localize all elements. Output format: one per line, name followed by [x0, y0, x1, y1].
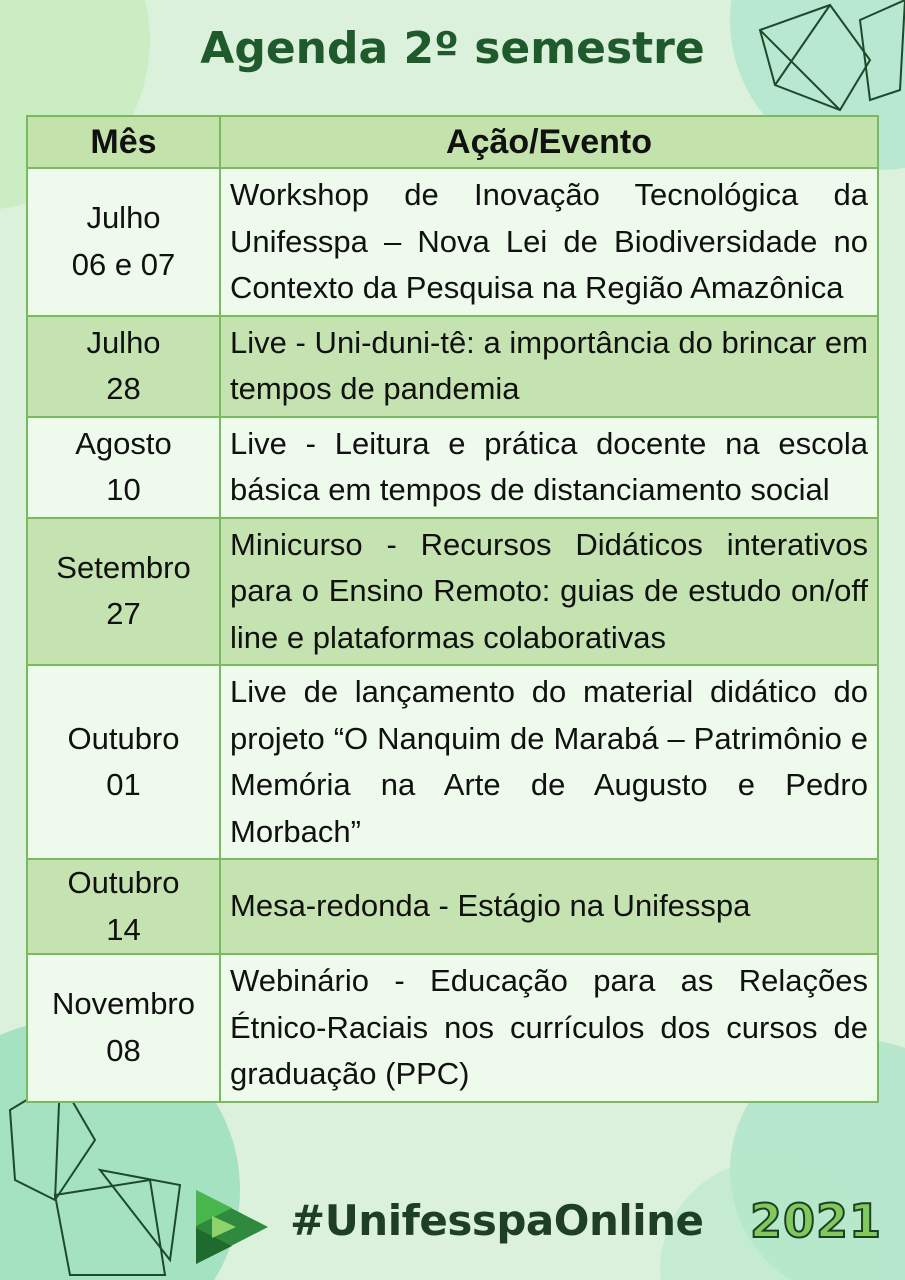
month-name: Novembro [52, 986, 195, 1022]
event-cell: Live de lançamento do material didático do projeto “O Nanquim de Marabá – Patrimônio e Memória na Arte de Augusto e Pedro Morbach” [220, 665, 878, 859]
event-cell: Mesa-redonda - Estágio na Unifesspa [220, 859, 878, 954]
event-cell: Workshop de Inovação Tecnológica da Unifesspa – Nova Lei de Biodiversidade no Contexto da Pesquisa na Região Amazônica [220, 168, 878, 316]
month-name: Outubro [67, 720, 180, 756]
event-day: 28 [106, 371, 141, 406]
month-cell [27, 665, 220, 859]
table-row [27, 859, 878, 954]
event-cell: Webinário - Educação para as Relações Étnico-Raciais nos currículos dos cursos de graduação (PPC) [220, 954, 878, 1102]
month-name: Outubro [67, 865, 180, 900]
event-day: 14 [106, 911, 141, 947]
month-cell [27, 954, 220, 1102]
event-day: 27 [106, 596, 141, 632]
table-row [27, 417, 878, 518]
table-header-row [27, 116, 878, 168]
month-name: Agosto [75, 425, 172, 461]
event-day: 06 e 07 [71, 246, 176, 282]
month-cell [27, 859, 220, 954]
month-cell [27, 168, 220, 316]
table-row [27, 518, 878, 666]
event-cell: Live - Uni-duni-tê: a importância do brincar em tempos de pandemia [220, 316, 878, 417]
hashtag-text: #UnifesspaOnline [290, 1196, 704, 1245]
event-day: 08 [106, 1032, 141, 1068]
play-logo-icon [190, 1186, 272, 1268]
month-cell [27, 417, 220, 518]
agenda-table [26, 115, 879, 1103]
month-cell [27, 316, 220, 417]
month-cell [27, 518, 220, 666]
event-day: 01 [106, 767, 141, 802]
month-name: Setembro [56, 549, 191, 585]
year-text: 2021 [750, 1194, 883, 1248]
table-row [27, 665, 878, 859]
event-cell: Live - Leitura e prática docente na escola básica em tempos de distanciamento social [220, 417, 878, 518]
event-cell: Minicurso - Recursos Didáticos interativos para o Ensino Remoto: guias de estudo on/off line e plataformas colaborativas [220, 518, 878, 666]
table-row [27, 316, 878, 417]
page-title: Agenda 2º semestre [200, 23, 705, 74]
event-day: 10 [106, 472, 141, 507]
month-name: Julho [86, 324, 161, 360]
month-column-header: Mês [27, 116, 220, 168]
table-row [27, 168, 878, 316]
month-name: Julho [86, 200, 161, 236]
event-column-header: Ação/Evento [220, 116, 878, 168]
table-row [27, 954, 878, 1102]
footer-brand [190, 1178, 890, 1268]
